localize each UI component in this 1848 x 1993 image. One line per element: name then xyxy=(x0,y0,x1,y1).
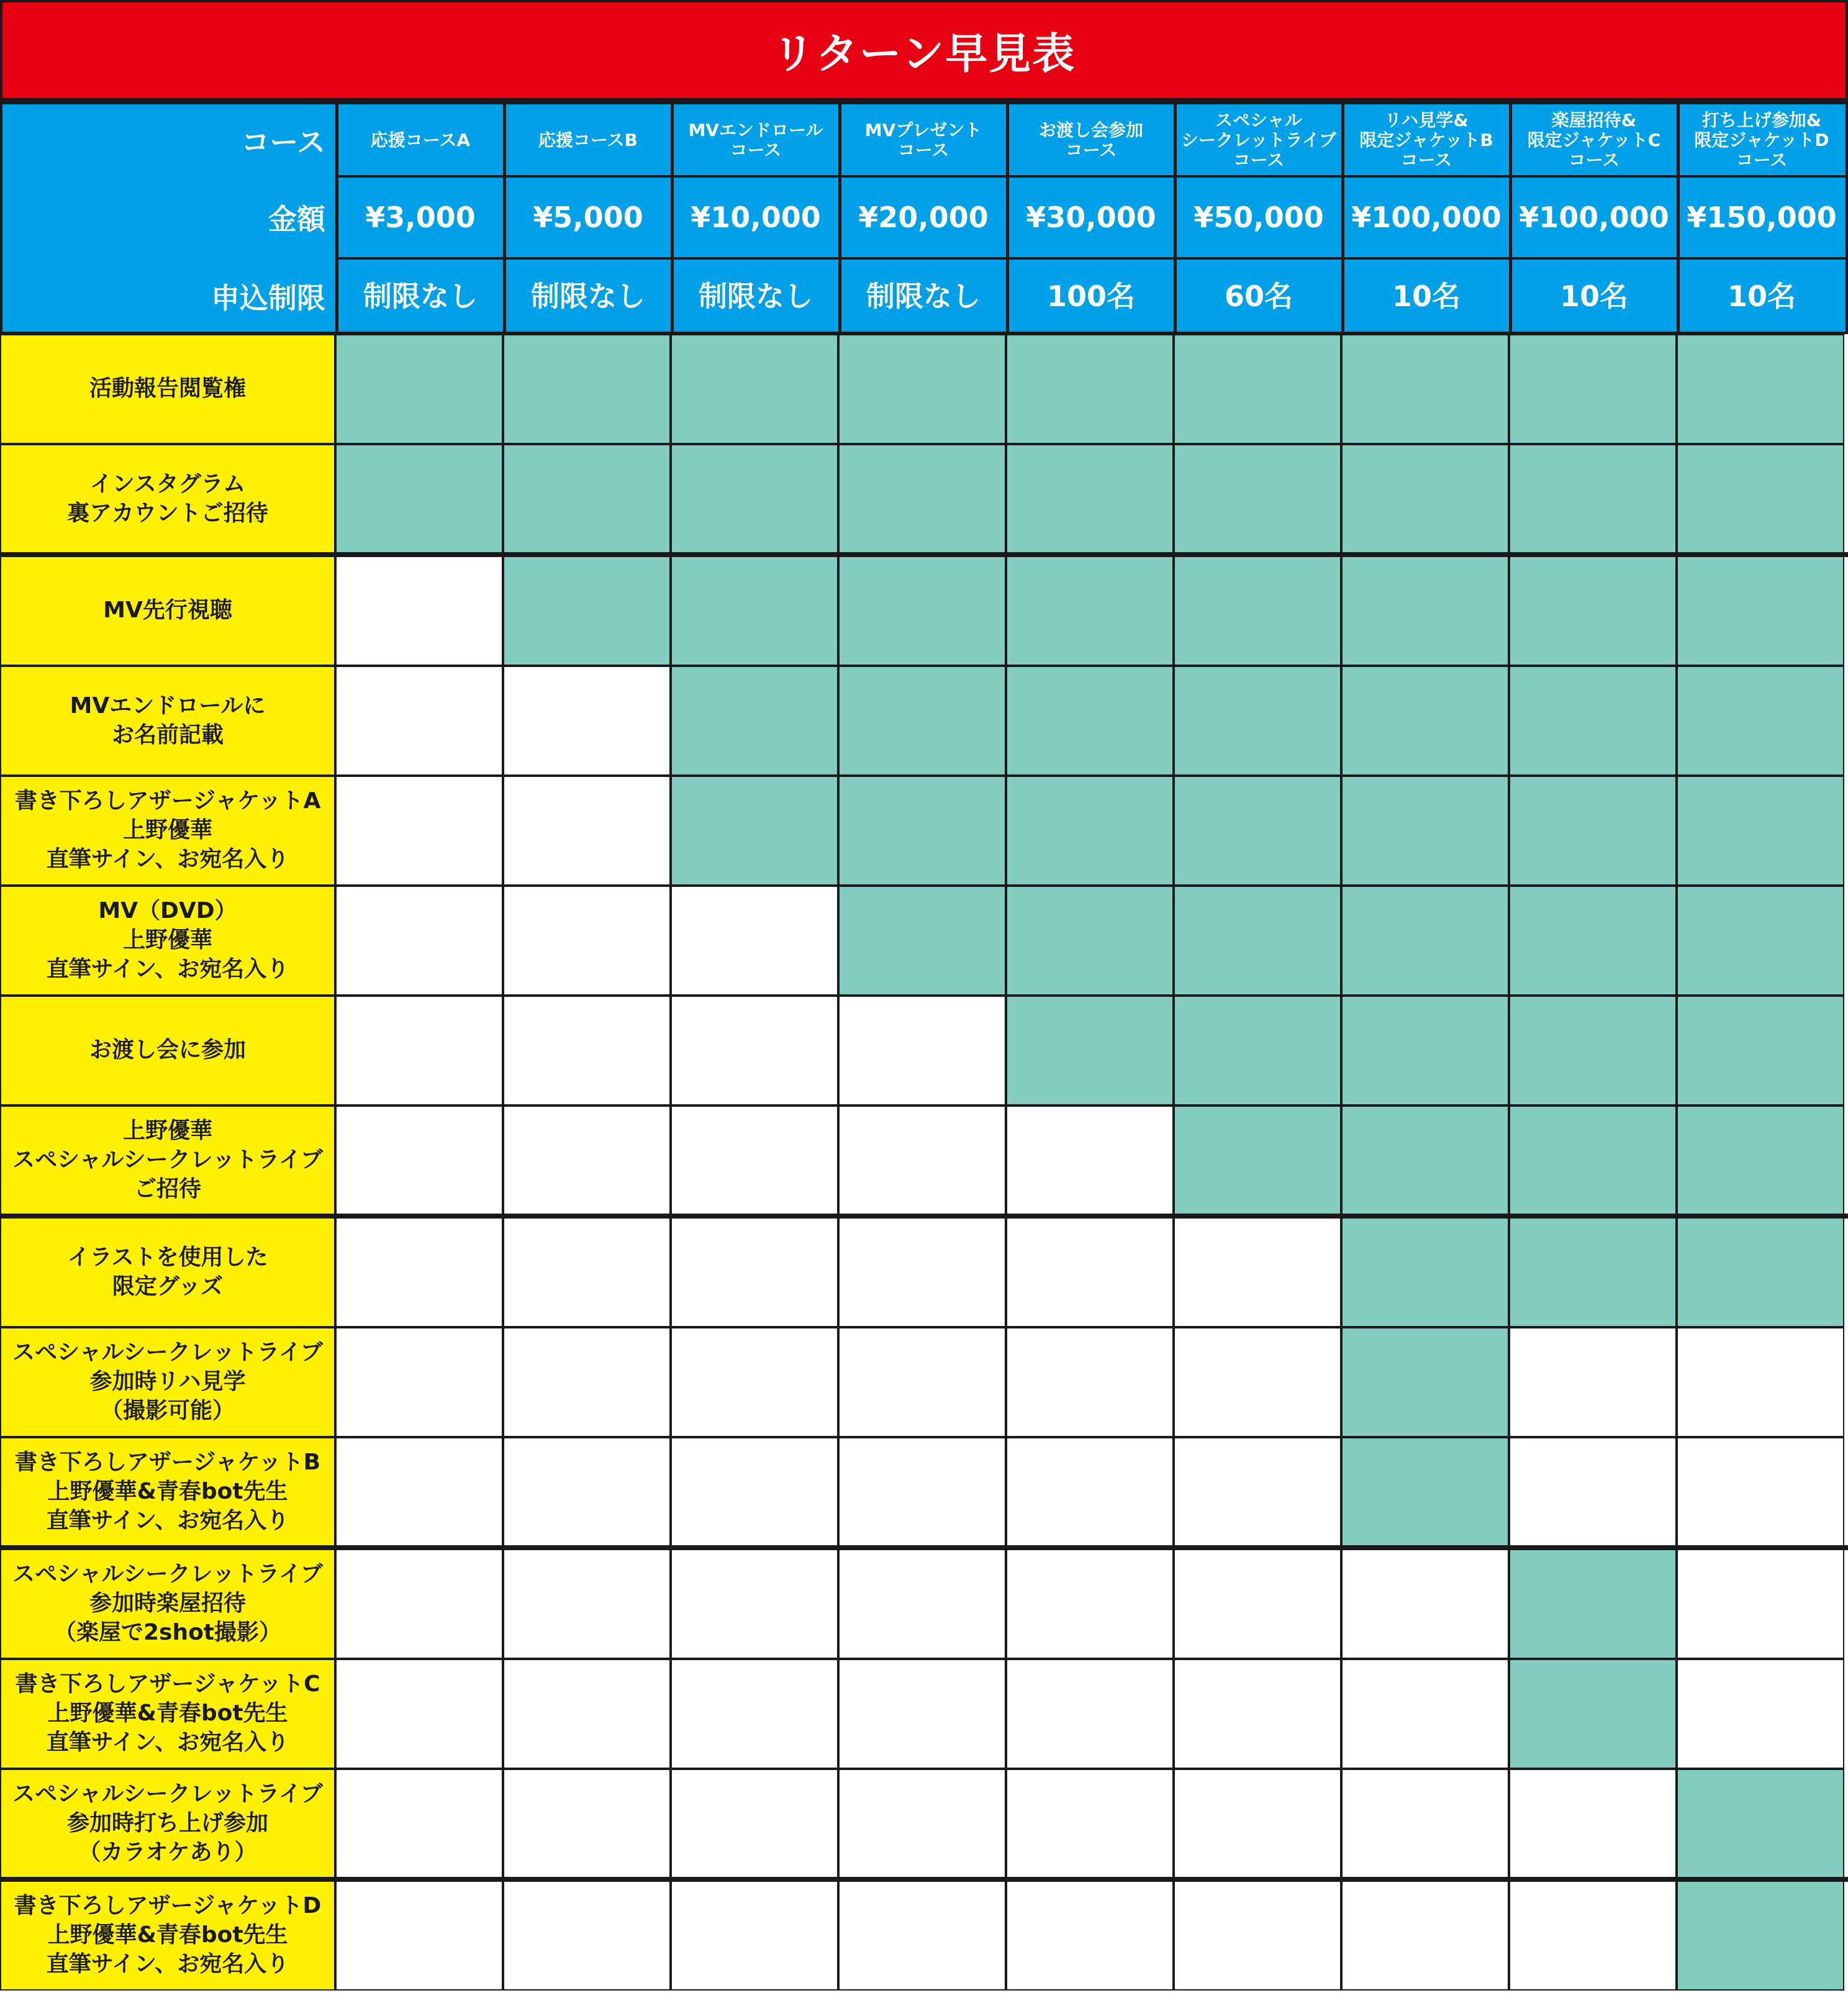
benefit-row xyxy=(0,1769,1848,1879)
not-included-cell xyxy=(1006,1105,1174,1215)
not-included-cell xyxy=(1006,1881,1174,1991)
included-cell xyxy=(671,334,838,444)
included-cell xyxy=(1174,776,1341,886)
benefit-row xyxy=(0,556,1848,666)
not-included-cell xyxy=(671,996,838,1105)
not-included-cell xyxy=(503,1437,671,1547)
benefit-row xyxy=(0,666,1848,776)
benefit-label: 書き下ろしアザージャケットA 上野優華 直筆サイン、お宛名入り xyxy=(0,776,335,886)
included-cell xyxy=(335,444,503,554)
included-cell xyxy=(1509,1105,1677,1215)
not-included-cell xyxy=(838,1105,1006,1215)
benefit-row xyxy=(0,996,1848,1105)
not-included-cell xyxy=(503,776,671,886)
benefit-label: 上野優華 スペシャルシークレットライブ ご招待 xyxy=(0,1105,335,1215)
course-name: 応援コースA xyxy=(370,129,471,150)
not-included-cell xyxy=(503,1217,671,1327)
not-included-cell xyxy=(335,996,503,1105)
not-included-cell xyxy=(503,996,671,1105)
included-cell xyxy=(1509,996,1677,1105)
not-included-cell xyxy=(1006,1549,1174,1659)
included-cell xyxy=(1677,886,1844,996)
not-included-cell xyxy=(1677,1549,1844,1659)
not-included-cell xyxy=(1174,1549,1341,1659)
course-price: ¥30,000 xyxy=(1026,200,1156,234)
included-cell xyxy=(1677,1881,1844,1991)
course-limit: 100名 xyxy=(1046,279,1136,313)
included-cell xyxy=(1677,1105,1844,1215)
not-included-cell xyxy=(838,1437,1006,1547)
not-included-cell xyxy=(838,1659,1006,1769)
included-cell xyxy=(838,666,1006,776)
not-included-cell xyxy=(1341,1769,1509,1879)
included-cell xyxy=(1509,444,1677,554)
course-price: ¥3,000 xyxy=(365,200,476,234)
not-included-cell xyxy=(1006,1437,1174,1547)
course-name: 応援コースB xyxy=(538,129,638,150)
not-included-cell xyxy=(1174,1437,1341,1547)
not-included-cell xyxy=(503,1769,671,1879)
not-included-cell xyxy=(1509,1769,1677,1879)
not-included-cell xyxy=(1174,1217,1341,1327)
included-cell xyxy=(1341,1437,1509,1547)
included-cell xyxy=(838,776,1006,886)
benefit-label: 活動報告閲覧権 xyxy=(0,334,335,444)
not-included-cell xyxy=(335,1659,503,1769)
included-cell xyxy=(503,334,671,444)
not-included-cell xyxy=(335,1437,503,1547)
included-cell xyxy=(503,444,671,554)
not-included-cell xyxy=(335,1327,503,1437)
not-included-cell xyxy=(838,1769,1006,1879)
course-limit: 制限なし xyxy=(699,279,813,313)
included-cell xyxy=(1509,556,1677,666)
included-cell xyxy=(1174,996,1341,1105)
included-cell xyxy=(1677,334,1844,444)
included-cell xyxy=(1509,1217,1677,1327)
included-cell xyxy=(1677,776,1844,886)
included-cell xyxy=(1677,666,1844,776)
included-cell xyxy=(671,556,838,666)
not-included-cell xyxy=(838,1549,1006,1659)
not-included-cell xyxy=(1006,1327,1174,1437)
included-cell xyxy=(838,886,1006,996)
course-price: ¥10,000 xyxy=(691,200,821,234)
not-included-cell xyxy=(335,666,503,776)
included-cell xyxy=(1006,444,1174,554)
benefit-label: スペシャルシークレットライブ 参加時打ち上げ参加 （カラオケあり） xyxy=(0,1769,335,1879)
course-price: ¥5,000 xyxy=(533,200,643,234)
course-name: リハ見学& 限定ジャケットB コース xyxy=(1359,109,1493,171)
included-cell xyxy=(1006,666,1174,776)
header-row-divider xyxy=(338,175,1848,178)
not-included-cell xyxy=(503,1881,671,1991)
not-included-cell xyxy=(671,1549,838,1659)
included-cell xyxy=(838,556,1006,666)
course-price: ¥150,000 xyxy=(1687,200,1837,234)
not-included-cell xyxy=(671,1105,838,1215)
not-included-cell xyxy=(335,886,503,996)
benefit-label: MV（DVD） 上野優華 直筆サイン、お宛名入り xyxy=(0,886,335,996)
not-included-cell xyxy=(1341,1659,1509,1769)
benefit-row xyxy=(0,1217,1848,1327)
course-header xyxy=(0,101,1848,334)
included-cell xyxy=(671,776,838,886)
not-included-cell xyxy=(671,1327,838,1437)
included-cell xyxy=(503,556,671,666)
not-included-cell xyxy=(503,666,671,776)
not-included-cell xyxy=(335,1217,503,1327)
benefit-label: イラストを使用した 限定グッズ xyxy=(0,1217,335,1327)
course-limit: 制限なし xyxy=(866,279,981,313)
included-cell xyxy=(1677,556,1844,666)
not-included-cell xyxy=(671,886,838,996)
benefit-label: MV先行視聴 xyxy=(0,556,335,666)
not-included-cell xyxy=(1006,1217,1174,1327)
not-included-cell xyxy=(1174,1327,1341,1437)
included-cell xyxy=(1677,444,1844,554)
benefit-row xyxy=(0,444,1848,554)
included-cell xyxy=(1677,1217,1844,1327)
not-included-cell xyxy=(1677,1659,1844,1769)
not-included-cell xyxy=(671,1217,838,1327)
included-cell xyxy=(1341,1105,1509,1215)
course-limit: 60名 xyxy=(1224,279,1293,313)
not-included-cell xyxy=(1509,1881,1677,1991)
included-cell xyxy=(1341,1217,1509,1327)
included-cell xyxy=(671,666,838,776)
included-cell xyxy=(1341,996,1509,1105)
not-included-cell xyxy=(335,556,503,666)
course-limit: 10名 xyxy=(1727,279,1796,313)
course-name: MVプレゼント コース xyxy=(864,119,982,160)
not-included-cell xyxy=(335,1549,503,1659)
not-included-cell xyxy=(1677,1327,1844,1437)
benefit-grid xyxy=(0,334,1848,1991)
included-cell xyxy=(1341,444,1509,554)
course-name: スペシャル シークレットライブ コース xyxy=(1180,109,1337,171)
included-cell xyxy=(1006,776,1174,886)
included-cell xyxy=(1006,886,1174,996)
not-included-cell xyxy=(1341,1549,1509,1659)
course-name: MVエンドロール コース xyxy=(688,119,823,160)
benefit-row xyxy=(0,1659,1848,1769)
included-cell xyxy=(1509,666,1677,776)
course-limit: 10名 xyxy=(1559,279,1628,313)
not-included-cell xyxy=(1509,1327,1677,1437)
benefit-label: インスタグラム 裏アカウントご招待 xyxy=(0,444,335,554)
not-included-cell xyxy=(335,1881,503,1991)
not-included-cell xyxy=(838,1327,1006,1437)
benefit-row xyxy=(0,886,1848,996)
benefit-label: お渡し会に参加 xyxy=(0,996,335,1105)
included-cell xyxy=(1006,556,1174,666)
benefit-label: 書き下ろしアザージャケットD 上野優華&青春bot先生 直筆サイン、お宛名入り xyxy=(0,1881,335,1991)
limit-row-label: 申込制限 xyxy=(211,281,325,315)
included-cell xyxy=(1174,886,1341,996)
included-cell xyxy=(1677,996,1844,1105)
not-included-cell xyxy=(1677,1437,1844,1547)
included-cell xyxy=(335,334,503,444)
benefit-row xyxy=(0,776,1848,886)
not-included-cell xyxy=(671,1659,838,1769)
benefit-row xyxy=(0,1105,1848,1215)
not-included-cell xyxy=(838,1217,1006,1327)
not-included-cell xyxy=(671,1881,838,1991)
course-limit: 制限なし xyxy=(531,279,645,313)
included-cell xyxy=(1174,334,1341,444)
not-included-cell xyxy=(503,886,671,996)
not-included-cell xyxy=(503,1659,671,1769)
included-cell xyxy=(1509,334,1677,444)
page-title: リターン早見表 xyxy=(0,0,1848,101)
included-cell xyxy=(838,334,1006,444)
not-included-cell xyxy=(503,1327,671,1437)
benefit-label: スペシャルシークレットライブ 参加時リハ見学 （撮影可能） xyxy=(0,1327,335,1437)
benefit-row xyxy=(0,1549,1848,1659)
not-included-cell xyxy=(838,1881,1006,1991)
included-cell xyxy=(1174,666,1341,776)
not-included-cell xyxy=(503,1105,671,1215)
not-included-cell xyxy=(1006,1659,1174,1769)
course-price: ¥50,000 xyxy=(1194,200,1324,234)
benefit-row xyxy=(0,1881,1848,1991)
benefit-label: 書き下ろしアザージャケットC 上野優華&青春bot先生 直筆サイン、お宛名入り xyxy=(0,1659,335,1769)
course-row-label: コース xyxy=(241,125,325,159)
included-cell xyxy=(1006,334,1174,444)
included-cell xyxy=(1341,666,1509,776)
included-cell xyxy=(1174,1105,1341,1215)
included-cell xyxy=(1341,334,1509,444)
price-row-label: 金額 xyxy=(268,202,325,236)
included-cell xyxy=(1509,1549,1677,1659)
not-included-cell xyxy=(1509,1437,1677,1547)
not-included-cell xyxy=(671,1769,838,1879)
course-name: 打ち上げ参加& 限定ジャケットD コース xyxy=(1694,109,1829,171)
included-cell xyxy=(1174,444,1341,554)
included-cell xyxy=(838,444,1006,554)
included-cell xyxy=(1341,776,1509,886)
not-included-cell xyxy=(1174,1659,1341,1769)
included-cell xyxy=(1341,1327,1509,1437)
not-included-cell xyxy=(335,1105,503,1215)
benefit-row xyxy=(0,1437,1848,1547)
not-included-cell xyxy=(503,1549,671,1659)
included-cell xyxy=(1509,886,1677,996)
included-cell xyxy=(1341,886,1509,996)
not-included-cell xyxy=(671,1437,838,1547)
benefit-label: MVエンドロールに お名前記載 xyxy=(0,666,335,776)
header-row-divider xyxy=(338,257,1848,260)
course-name: 楽屋招待& 限定ジャケットC コース xyxy=(1527,109,1661,171)
not-included-cell xyxy=(838,996,1006,1105)
not-included-cell xyxy=(1341,1881,1509,1991)
included-cell xyxy=(671,444,838,554)
included-cell xyxy=(1006,996,1174,1105)
course-price: ¥20,000 xyxy=(858,200,989,234)
course-limit: 制限なし xyxy=(363,279,478,313)
benefit-label: スペシャルシークレットライブ 参加時楽屋招待 （楽屋で2shot撮影） xyxy=(0,1549,335,1659)
not-included-cell xyxy=(335,1769,503,1879)
not-included-cell xyxy=(335,776,503,886)
included-cell xyxy=(1677,1769,1844,1879)
benefit-row xyxy=(0,334,1848,444)
course-price: ¥100,000 xyxy=(1351,200,1502,234)
not-included-cell xyxy=(1174,1769,1341,1879)
course-name: お渡し会参加 コース xyxy=(1038,119,1143,160)
included-cell xyxy=(1509,1659,1677,1769)
course-limit: 10名 xyxy=(1392,279,1461,313)
not-included-cell xyxy=(1174,1881,1341,1991)
included-cell xyxy=(1341,556,1509,666)
benefit-label: 書き下ろしアザージャケットB 上野優華&青春bot先生 直筆サイン、お宛名入り xyxy=(0,1437,335,1547)
included-cell xyxy=(1509,776,1677,886)
course-price: ¥100,000 xyxy=(1519,200,1669,234)
not-included-cell xyxy=(1006,1769,1174,1879)
benefit-row xyxy=(0,1327,1848,1437)
included-cell xyxy=(1174,556,1341,666)
